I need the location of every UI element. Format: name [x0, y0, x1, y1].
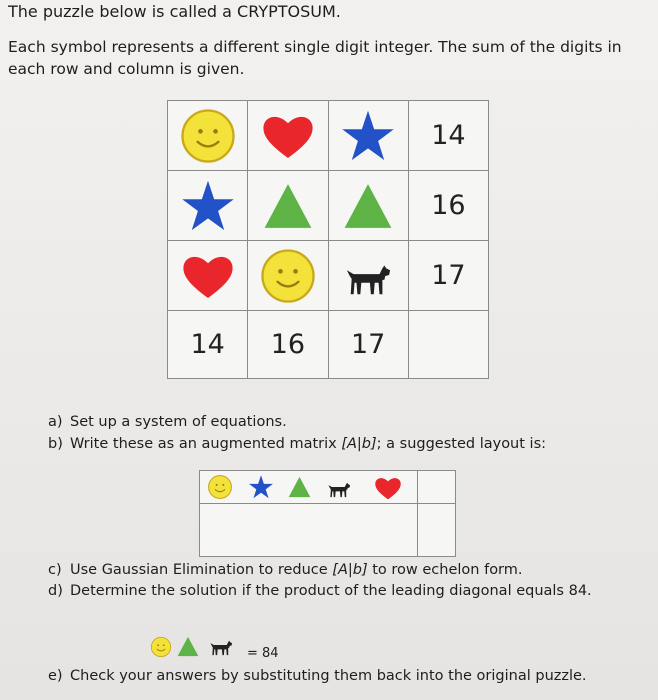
- dog-icon: [340, 252, 396, 300]
- diagonal-product-symbols: [150, 630, 246, 660]
- row-sum: 17: [408, 241, 488, 311]
- question-c: c) Use Gaussian Elimination to reduce [A|b] to row echelon form.: [48, 562, 523, 578]
- question-a: a) Set up a system of equations.: [48, 414, 287, 430]
- layout-header-cell: [200, 471, 418, 504]
- grid-cell: [248, 241, 328, 311]
- row-sum: 14: [408, 101, 488, 171]
- star-icon: [249, 475, 273, 498]
- column-sum: 16: [248, 311, 328, 379]
- heart-icon: [375, 478, 400, 499]
- column-sum: 14: [168, 311, 248, 379]
- layout-symbols: [200, 471, 415, 503]
- grid-cell: [248, 171, 328, 241]
- question-d: d) Determine the solution if the product of the leading diagonal equals 84.: [48, 583, 592, 599]
- column-sum: 17: [328, 311, 408, 379]
- grid-cell: [328, 101, 408, 171]
- layout-body-cell: [200, 504, 418, 557]
- triangle-icon: [289, 477, 311, 497]
- smiley-icon: [179, 107, 237, 165]
- questions-ab: [48, 411, 546, 455]
- dog-icon: [210, 641, 232, 655]
- grid-cell: [168, 171, 248, 241]
- grid-cell: [328, 171, 408, 241]
- row-sum: 16: [408, 171, 488, 241]
- smiley-icon: [151, 637, 170, 656]
- grid-cell: [328, 241, 408, 311]
- page-title: The puzzle below is called a CRYPTOSUM.: [8, 2, 341, 21]
- smiley-icon: [209, 476, 232, 499]
- triangle-icon: [178, 637, 199, 656]
- star-icon: [340, 108, 396, 164]
- empty-corner-cell: [408, 311, 488, 379]
- heart-icon: [176, 247, 240, 305]
- grid-cell: [168, 101, 248, 171]
- heart-icon: [256, 107, 320, 165]
- grid-cell: [168, 241, 248, 311]
- triangle-icon: [262, 180, 314, 232]
- star-icon: [180, 178, 236, 234]
- matrix-notation: [A|b]: [332, 562, 368, 578]
- grid-cell: [248, 101, 328, 171]
- suggested-matrix-layout: [199, 470, 456, 557]
- cryptosum-grid: [167, 100, 489, 379]
- questions-cd: [48, 560, 592, 602]
- intro-paragraph: Each symbol represents a different single digit integer. The sum of the digits in each row and column is given.: [8, 38, 622, 78]
- dog-icon: [328, 483, 350, 497]
- layout-rhs-body-cell: [418, 504, 456, 557]
- question-e: e) Check your answers by substituting them back into the original puzzle.: [48, 668, 587, 684]
- smiley-icon: [259, 247, 317, 305]
- diagonal-product-value: = 84: [247, 646, 279, 661]
- matrix-notation: [A|b]: [341, 436, 377, 452]
- question-b: b) Write these as an augmented matrix [A|b]; a suggested layout is:: [48, 436, 547, 452]
- layout-rhs-header-cell: [418, 471, 456, 504]
- triangle-icon: [342, 180, 394, 232]
